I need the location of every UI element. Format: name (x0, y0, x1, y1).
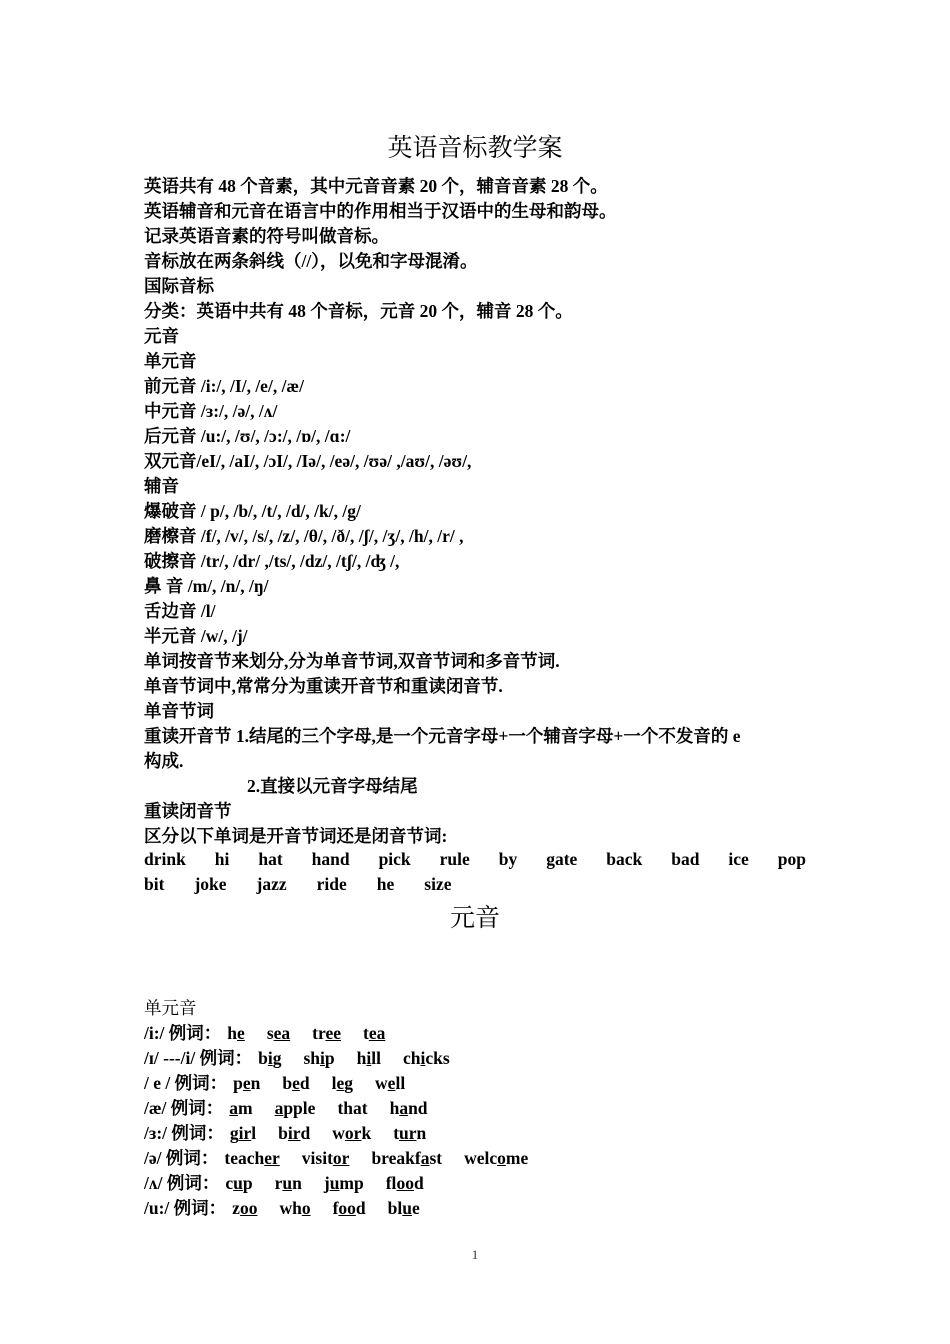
example-word: welcome (464, 1148, 529, 1168)
word: bad (671, 849, 700, 869)
vowel-label: /æ/ 例词： (144, 1098, 224, 1118)
page-title: 英语音标教学案 (387, 135, 563, 162)
word: jazz (256, 874, 287, 894)
example-word: cup (225, 1173, 253, 1193)
vowel-row (144, 1071, 427, 1096)
word: size (424, 874, 452, 894)
vowel-row (144, 1121, 448, 1146)
example-word: teacher (224, 1148, 280, 1168)
intro-line: 元音 (144, 326, 179, 346)
example-word: work (332, 1123, 372, 1143)
word: hand (311, 849, 350, 869)
example-word: pen (233, 1073, 261, 1093)
intro-line: 单音节词 (144, 701, 214, 721)
section-title: 元音 (449, 905, 500, 932)
vowel-label: /u:/ 例词： (144, 1198, 227, 1218)
word: hi (214, 849, 230, 869)
intro-line: 英语辅音和元音在语言中的作用相当于汉语中的生母和韵母。 (144, 201, 617, 221)
word: drink (144, 849, 186, 869)
intro-line: 区分以下单词是开音节词还是闭音节词: (144, 826, 448, 846)
word: ride (316, 874, 347, 894)
example-word: breakfast (371, 1148, 443, 1168)
vowel-row (144, 1146, 550, 1171)
word: he (376, 874, 395, 894)
example-word: hill (356, 1048, 381, 1068)
word: hat (258, 849, 283, 869)
example-word: that (337, 1098, 368, 1118)
example-word: chicks (402, 1048, 450, 1068)
vowel-label: /ɪ/ ---/i/ 例词： (144, 1048, 253, 1068)
example-word: who (279, 1198, 311, 1218)
example-word: zoo (232, 1198, 258, 1218)
example-word: visitor (301, 1148, 350, 1168)
word: pop (777, 849, 806, 869)
intro-line: 单元音 (144, 351, 197, 371)
example-word: hand (389, 1098, 428, 1118)
intro-line: 磨檫音 /f/, /v/, /s/, /z/, /θ/, /ð/, /ʃ/, /ʒ/, /h/, /r/ , (144, 526, 464, 546)
intro-line: 前元音 /i:/, /I/, /e/, /æ/ (144, 376, 304, 396)
example-word: big (258, 1048, 282, 1068)
vowel-row (144, 1196, 442, 1221)
vowel-row (144, 1021, 407, 1046)
intro-line: 破擦音 /tr/, /dr/ ,/ts/, /dz/, /tʃ/, /ʤ /, (144, 551, 400, 571)
word: bit (144, 874, 165, 894)
intro-line: 记录英语音素的符号叫做音标。 (144, 226, 389, 246)
example-word: bird (278, 1123, 311, 1143)
example-word: apple (274, 1098, 316, 1118)
intro-line: 单音节词中,常常分为重读开音节和重读闭音节. (144, 676, 503, 696)
example-word: leg (331, 1073, 354, 1093)
word: pick (378, 849, 411, 869)
intro-line: 辅音 (144, 476, 179, 496)
example-word: food (332, 1198, 366, 1218)
intro-line: 分类：英语中共有 48 个音标，元音 20 个，辅音 28 个。 (144, 301, 573, 321)
example-word: blue (387, 1198, 420, 1218)
intro-line: 重读开音节 1.结尾的三个字母,是一个元音字母+一个辅音字母+一个不发音的 e (144, 726, 741, 746)
example-word: ship (303, 1048, 335, 1068)
intro-line: 英语共有 48 个音素，其中元音音素 20 个，辅音音素 28 个。 (144, 176, 608, 196)
vowel-row (144, 1096, 450, 1121)
example-word: flood (385, 1173, 424, 1193)
word: ice (728, 849, 749, 869)
example-word: am (229, 1098, 253, 1118)
vowel-label: /ə/ 例词： (144, 1148, 219, 1168)
word: back (606, 849, 643, 869)
example-word: tea (362, 1023, 386, 1043)
example-word: tree (312, 1023, 341, 1043)
intro-line: 双元音/eI/, /aI/, /ɔI/, /Iə/, /eə/, /ʊə/ ,/aʊ/, /əʊ/, (144, 451, 472, 471)
vowel-label: / e / 例词： (144, 1073, 228, 1093)
vowel-label: /ʌ/ 例词： (144, 1173, 220, 1193)
word: joke (194, 874, 227, 894)
example-word: bed (282, 1073, 310, 1093)
intro-line: 音标放在两条斜线（//），以免和字母混淆。 (144, 251, 478, 271)
intro-line: 2.直接以元音字母结尾 (247, 776, 418, 796)
vowel-label: /ɜ:/ 例词： (144, 1123, 224, 1143)
vowel-label: /i:/ 例词： (144, 1023, 222, 1043)
example-word: girl (229, 1123, 257, 1143)
intro-line: 构成. (144, 751, 184, 771)
vowel-row (144, 1171, 446, 1196)
example-word: run (274, 1173, 302, 1193)
intro-line: 爆破音 / p/, /b/, /t/, /d/, /k/, /g/ (144, 501, 361, 521)
example-word: jump (323, 1173, 364, 1193)
word: rule (439, 849, 470, 869)
intro-line: 单词按音节来划分,分为单音节词,双音节词和多音节词. (144, 651, 560, 671)
intro-line: 后元音 /u:/, /ʊ/, /ɔ:/, /ɒ/, /ɑ:/ (144, 426, 351, 446)
example-word: he (227, 1023, 245, 1043)
vowels-heading: 单元音 (144, 998, 197, 1018)
page-number: 1 (471, 1247, 479, 1262)
word: gate (546, 849, 578, 869)
intro-line: 半元音 /w/, /j/ (144, 626, 248, 646)
vowel-row (144, 1046, 472, 1071)
intro-line: 鼻 音 /m/, /n/, /ŋ/ (144, 576, 269, 596)
example-word: well (375, 1073, 406, 1093)
example-word: turn (393, 1123, 427, 1143)
example-word: sea (266, 1023, 291, 1043)
intro-line: 中元音 /ɜ:/, /ə/, /ʌ/ (144, 401, 278, 421)
intro-line: 重读闭音节 (144, 801, 232, 821)
intro-line: 国际音标 (144, 276, 214, 296)
intro-line: 舌边音 /l/ (144, 601, 216, 621)
word: by (498, 849, 518, 869)
